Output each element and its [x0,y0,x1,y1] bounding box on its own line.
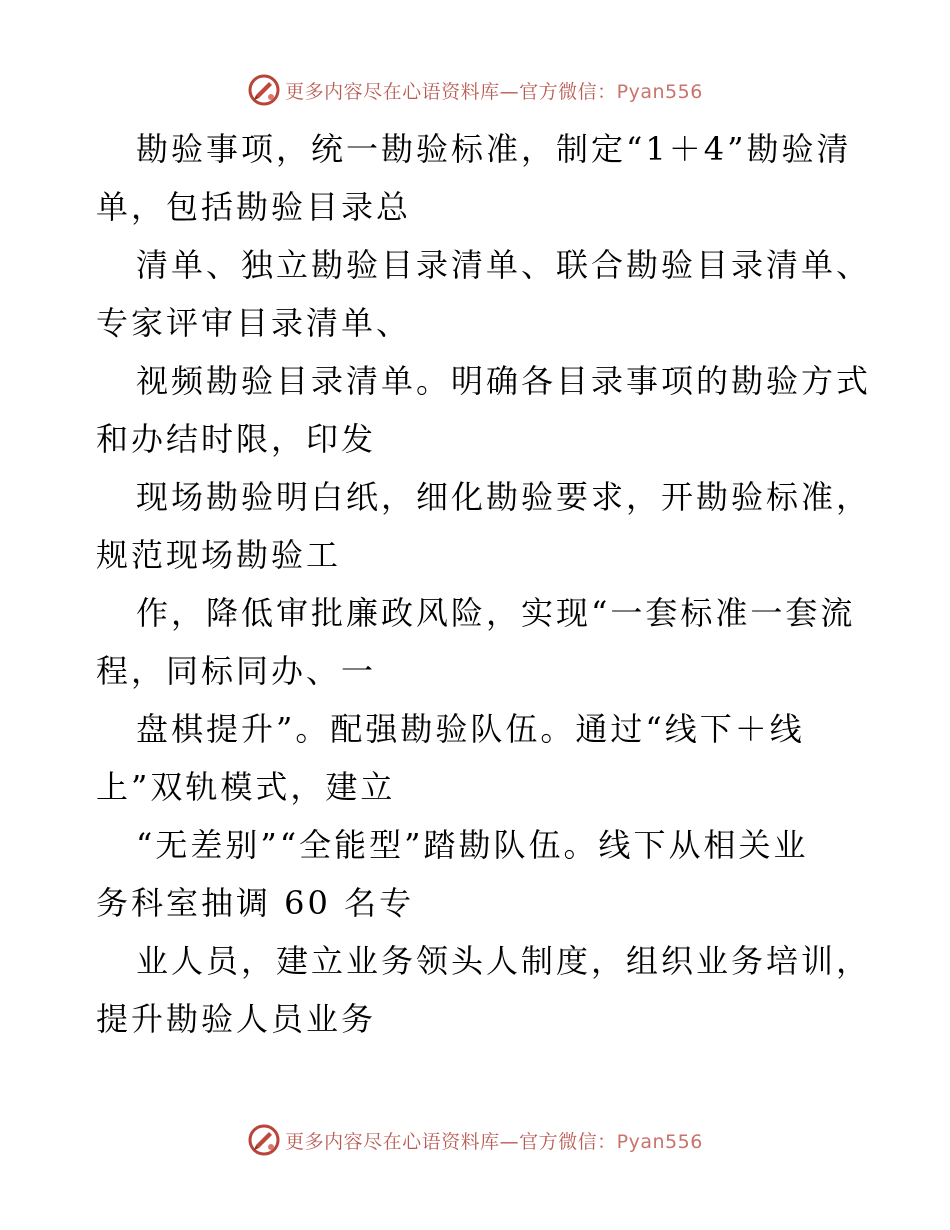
paragraph [96,468,872,584]
paragraph-line: 现场勘验明白纸，细化勘验要求，开勘验标准， [136,478,872,516]
paragraph [96,352,872,468]
brand-logo-icon [247,1123,281,1157]
paragraph-line: 程，同标同办、一 [96,652,377,690]
watermark-text: 更多内容尽在心语资料库—官方微信：Pyan556 [285,80,703,103]
watermark-text: 更多内容尽在心语资料库—官方微信：Pyan556 [285,1130,703,1153]
paragraph-line: 业人员，建立业务领头人制度，组织业务培训， [136,942,872,980]
paragraph [96,816,856,932]
paragraph-line: 作，降低审批廉政风险，实现“一套标准一套流 [136,594,856,632]
footer-watermark [0,1120,950,1160]
header-watermark [0,70,950,110]
paragraph-line: 清单、独立勘验目录清单、联合勘验目录清单、 [136,246,872,284]
paragraph-line: 务科室抽调 60 名专 [96,884,415,922]
paragraph-line: 规范现场勘验工 [96,536,342,574]
watermark-wechat-id: Pyan556 [616,1130,703,1153]
paragraph-line: 专家评审目录清单、 [96,304,412,342]
paragraph [96,584,856,700]
paragraph-line: 勘验事项，统一勘验标准，制定“1＋4”勘验清 [136,130,852,168]
paragraph-line: 盘棋提升”。配强勘验队伍。通过“线下＋线 [136,710,805,748]
brand-logo-icon [247,73,281,107]
paragraph-line: 和办结时限，印发 [96,420,377,458]
paragraph-line: 单，包括勘验目录总 [96,188,412,226]
paragraph-line: 提升勘验人员业务 [96,1000,377,1038]
paragraph [96,932,872,1048]
paragraph-line: 视频勘验目录清单。明确各目录事项的勘验方式 [136,362,872,400]
paragraph [96,236,872,352]
paragraph-line: “无差别”“全能型”踏勘队伍。线下从相关业 [136,826,809,864]
paragraph-line: 上”双轨模式，建立 [96,768,396,806]
watermark-wechat-id: Pyan556 [616,80,703,103]
paragraph [96,700,856,816]
paragraph [96,120,856,236]
document-body [96,120,872,1048]
